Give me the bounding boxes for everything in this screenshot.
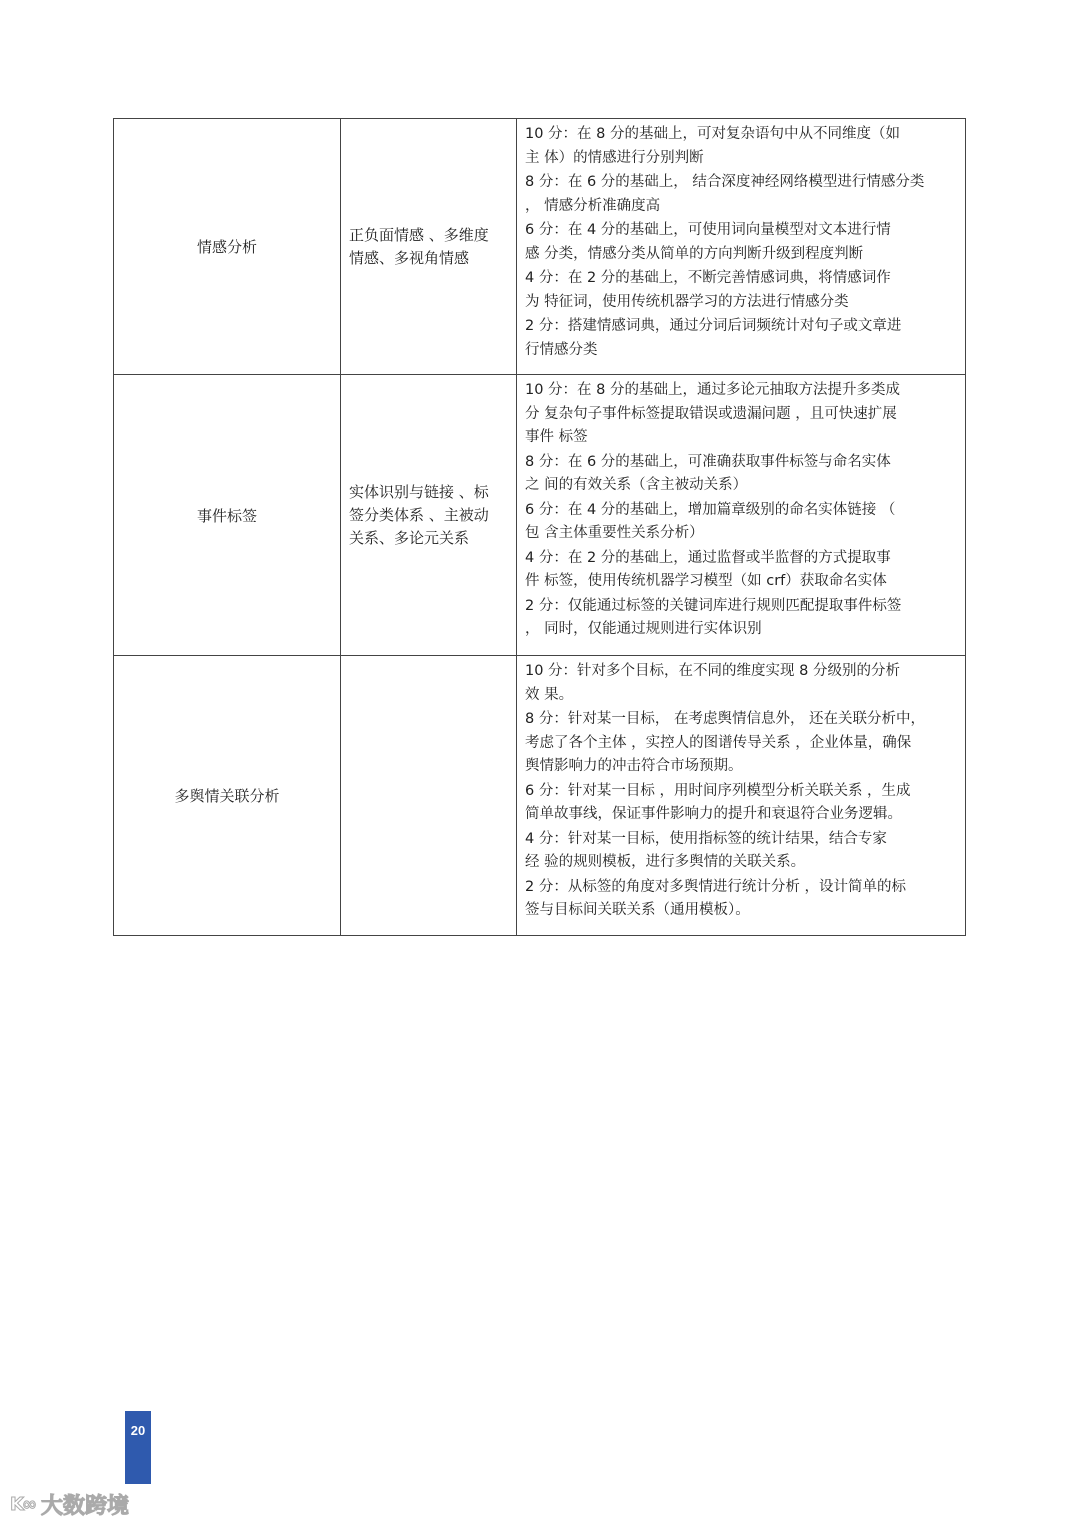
criteria-line: 4 分：在 2 分的基础上，不断完善情感词典，将情感词作 (525, 270, 891, 286)
page-number: 20 (130, 1423, 146, 1438)
criteria-line: 2 分：搭建情感词典，通过分词后词频统计对句子或文章进 (525, 318, 902, 334)
scoring-criteria (517, 119, 965, 374)
criteria-entry (525, 171, 957, 218)
criteria-entry (525, 876, 957, 923)
indicator-scope (341, 656, 517, 935)
criteria-line: 行情感分类 (525, 341, 598, 358)
criteria-line: 6 分：在 4 分的基础上，增加篇章级别的命名实体链接 （ (525, 501, 896, 518)
criteria-entry (525, 267, 957, 314)
criteria-entry (525, 660, 957, 707)
criteria-line: 感 分类，情感分类从简单的方向判断升级到程度判断 (525, 245, 864, 262)
indicator-scope (341, 375, 517, 655)
criteria-line: 考虑了各个主体 ，实控人的图谱传导关系 ，企业体量，确保 (525, 734, 912, 751)
criteria-line: 效 果。 (525, 686, 574, 703)
criteria-line: 6 分：在 4 分的基础上，可使用词向量模型对文本进行情 (525, 222, 891, 238)
criteria-line: 8 分：在 6 分的基础上，可准确获取事件标签与命名实体 (525, 453, 891, 470)
criteria-line: 签与目标间关联关系（通用模板）。 (525, 902, 750, 918)
criteria-entry (525, 708, 957, 779)
criteria-entry (525, 451, 957, 498)
criteria-entry (525, 595, 957, 642)
table-row (114, 656, 965, 935)
criteria-line: 包 含主体重要性关系分析） (525, 525, 704, 541)
criteria-line: 8 分：在 6 分的基础上， 结合深度神经网络模型进行情感分类 (525, 174, 925, 190)
criteria-line: 2 分：从标签的角度对多舆情进行统计分析 ，设计简单的标 (525, 878, 906, 895)
watermark-logo-icon: K∞ (10, 1494, 35, 1515)
criteria-line: 10 分：在 8 分的基础上，通过多论元抽取方法提升多类成 (525, 382, 901, 398)
criteria-line: 事件 标签 (525, 429, 588, 445)
criteria-entry (525, 828, 957, 875)
criteria-line: 10 分：针对多个目标，在不同的维度实现 8 分级别的分析 (525, 663, 901, 679)
indicator-scope (341, 119, 517, 374)
criteria-entry (525, 123, 957, 170)
criteria-entry (525, 499, 957, 546)
criteria-line: 主 体）的情感进行分别判断 (525, 149, 704, 166)
scope-line: 实体识别与链接 、标 (349, 482, 489, 501)
criteria-line: ， 情感分析准确度高 (525, 197, 661, 214)
page-number-tab (125, 1411, 151, 1484)
criteria-entry (525, 379, 957, 450)
criteria-line: 2 分：仅能通过标签的关键词库进行规则匹配提取事件标签 (525, 597, 902, 614)
criteria-line: 10 分：在 8 分的基础上，可对复杂语句中从不同维度（如 (525, 126, 901, 142)
criteria-line: 件 标签，使用传统机器学习模型（如 crf）获取命名实体 (525, 573, 887, 589)
criteria-line: 为 特征词，使用传统机器学习的方法进行情感分类 (525, 293, 849, 310)
table-row (114, 119, 965, 375)
criteria-line: 舆情影响力的冲击符合市场预期。 (525, 758, 743, 774)
indicator-name: 情感分析 (114, 119, 341, 374)
criteria-line: 简单故事线，保证事件影响力的提升和衰退符合业务逻辑。 (525, 806, 902, 822)
table-row (114, 375, 965, 656)
criteria-line: 4 分：针对某一目标，使用指标签的统计结果，结合专家 (525, 830, 887, 847)
criteria-line: 6 分：针对某一目标 ，用时间序列模型分析关联关系 ，生成 (525, 782, 911, 799)
scope-line: 关系、多论元关系 (349, 528, 470, 547)
scope-line: 情感、多视角情感 (349, 248, 470, 267)
criteria-line: 8 分：针对某一目标， 在考虑舆情信息外， 还在关联分析中， (525, 711, 926, 727)
criteria-entry (525, 780, 957, 827)
criteria-entry (525, 547, 957, 594)
scoring-criteria (517, 375, 965, 655)
criteria-entry (525, 315, 957, 362)
criteria-line: 4 分：在 2 分的基础上，通过监督或半监督的方式提取事 (525, 549, 891, 566)
criteria-line: 经 验的规则模板，进行多舆情的关联关系。 (525, 854, 806, 870)
watermark-text: 大数跨境 (40, 1494, 129, 1519)
scope-line: 签分类体系 、主被动 (349, 505, 489, 524)
indicator-name: 多舆情关联分析 (114, 656, 341, 935)
scope-line: 正负面情感 、多维度 (349, 225, 489, 244)
criteria-line: 分 复杂句子事件标签提取错误或遗漏问题 ，且可快速扩展 (525, 405, 897, 422)
criteria-line: ， 同时，仅能通过规则进行实体识别 (525, 621, 762, 637)
criteria-line: 之 间的有效关系（含主被动关系） (525, 477, 748, 493)
scoring-criteria (517, 656, 965, 935)
watermark (10, 1489, 129, 1520)
indicator-name: 事件标签 (114, 375, 341, 655)
criteria-entry (525, 219, 957, 266)
scoring-table (113, 118, 966, 936)
